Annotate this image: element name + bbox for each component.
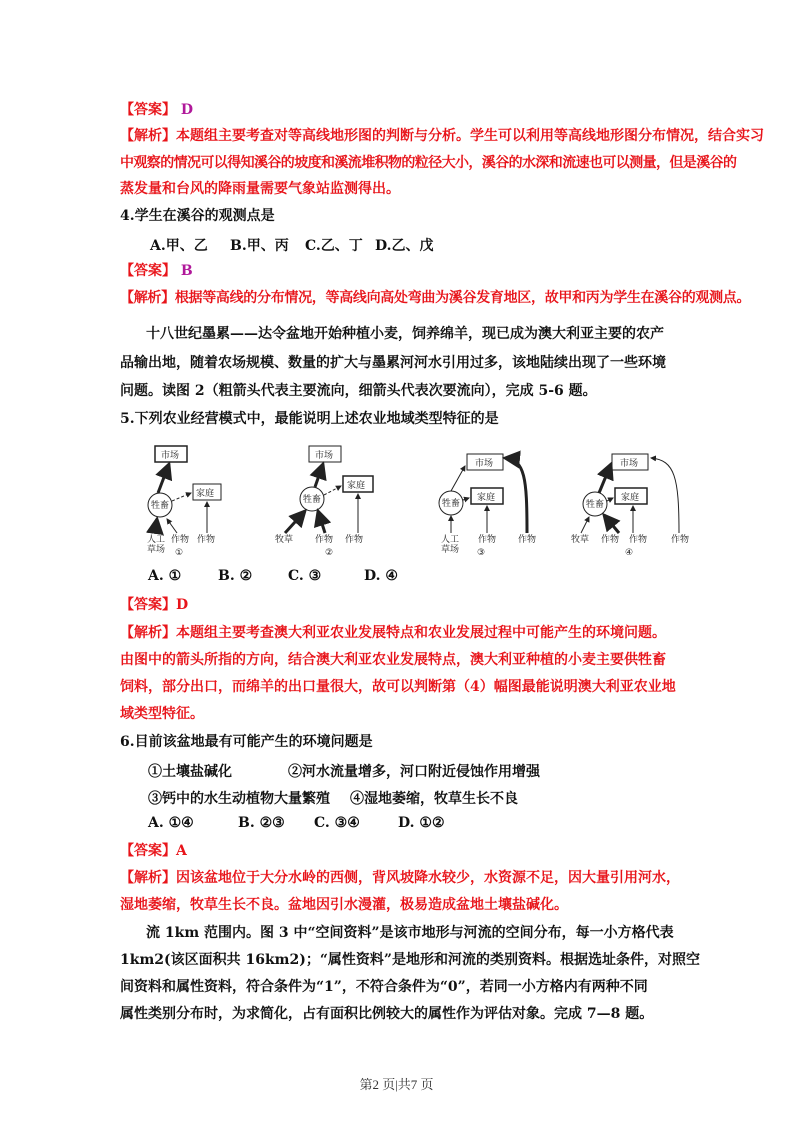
market-label: 市场 [161,451,180,461]
agriculture-model-figure [125,438,705,558]
q5-analysis-line: 饲料，部分出口，而绵羊的出口量很大，故可以判断第（4）幅图最能说明澳大利亚农业地 [120,679,676,695]
forage-label: 牧草 [275,535,294,545]
q6-option-b: B. ②③ [238,815,285,831]
livestock-label: 牲畜 [151,501,170,511]
q3-analysis-line: 中观察的情况可以得知溪谷的坡度和溪流堆积物的粒径大小，溪谷的水深和流速也可以测量，但是溪谷的 [120,155,737,171]
crop-label: 作物 [315,535,334,545]
q6-analysis-line [120,869,680,887]
q5-analysis-line: 域类型特征。 [120,706,204,722]
diagram-number: ④ [625,548,634,558]
crop-label: 作物 [478,535,497,545]
analysis-text: 根据等高线的分布情况，等高线向高处弯曲为溪谷发育地区，故甲和丙为学生在溪谷的观测点。 [174,290,751,306]
crop-label: 作物 [171,535,190,545]
answer-tag: 【答案】 [120,597,176,613]
pasture-label: 草场 [441,545,460,555]
pasture-label: 草场 [147,545,166,555]
pasture-label: 人工 [441,535,460,545]
q5-option-d: D. ④ [364,568,398,584]
q3-analysis-line: 蒸发量和台风的降雨量需要气象站监测得出。 [120,181,400,197]
q5-option-a: A. ① [148,568,182,584]
market-label: 市场 [315,451,334,461]
q4-option-b: B.甲、丙 [230,238,289,254]
diagram-number: ③ [477,548,486,558]
q6-item-4: ④湿地萎缩，牧草生长不良 [350,791,518,807]
q4-stem: 4.学生在溪谷的观测点是 [120,208,275,224]
pasture-label: 人工 [147,535,166,545]
answer-value: D [180,102,194,118]
q4-option-c: C.乙、丁 [305,238,363,254]
q6-item-1: ①土壤盐碱化 [148,764,232,780]
passage2-line: 流 1km 范围内。图 3 中“空间资料”是该市地形与河流的空间分布，每一小方格代表 [146,925,674,941]
forage-label: 牧草 [571,535,590,545]
family-label: 家庭 [196,489,215,499]
q5-option-b: B. ② [218,568,253,584]
q6-stem: 6.目前该盆地最有可能产生的环境问题是 [120,734,373,750]
analysis-tag: 【解析】 [120,290,175,306]
crop-label: 作物 [601,535,620,545]
q4-analysis-line [120,289,750,307]
answer-value: B [180,263,193,279]
answer-tag: 【答案】 [120,843,176,859]
diagram-4 [571,454,689,558]
market-label: 市场 [620,459,639,469]
analysis-tag: 【解析】 [120,625,176,641]
q6-option-c: C. ③④ [314,815,360,831]
answer-tag: 【答案】 [120,102,176,118]
livestock-label: 牲畜 [442,499,461,509]
q6-item-3: ③钙中的水生动植物大量繁殖 [148,791,330,807]
family-label: 家庭 [477,493,496,503]
passage2-line: 属性类别分布时，为求简化，占有面积比例较大的属性作为评估对象。完成 7—8 题。 [120,1006,654,1022]
page-footer: 第2 页|共7 页 [359,1077,434,1092]
q5-analysis-line [120,624,666,642]
passage1-line: 品输出地，随着农场规模、数量的扩大与墨累河河水引用过多，该地陆续出现了一些环境 [120,355,666,371]
diagram-2 [275,446,373,558]
diagram-3 [439,454,536,558]
diagram-number: ② [325,548,334,558]
q6-answer [120,842,187,860]
q4-option-d: D.乙、戊 [375,238,434,254]
passage2-line: 1km2(该区面积共 16km2)；“属性资料”是地形和河流的类别资料。根据选址条件，对照空 [120,952,700,968]
family-label: 家庭 [621,493,640,503]
diagram-1 [147,446,221,558]
q3-answer [120,101,193,119]
q3-analysis-line [120,127,764,145]
q6-analysis-line: 湿地萎缩，牧草生长不良。盆地因引水漫灌，极易造成盆地土壤盐碱化。 [120,897,568,913]
crop-label: 作物 [197,535,216,545]
analysis-text: 因该盆地位于大分水岭的西侧，背风坡降水较少，水资源不足，因大量引用河水， [176,870,680,886]
q5-analysis-line: 由图中的箭头所指的方向，结合澳大利亚农业发展特点，澳大利亚种植的小麦主要供牲畜 [120,652,666,668]
passage2-line: 间资料和属性资料，符合条件为“1”，不符合条件为“0”，若同一小方格内有两种不同 [120,979,648,995]
crop-label: 作物 [671,535,690,545]
answer-value: D [176,597,189,613]
answer-tag: 【答案】 [120,263,176,279]
crop-label: 作物 [345,535,364,545]
q5-answer [120,596,188,614]
analysis-text: 本题组主要考查对等高线地形图的判断与分析。学生可以利用等高线地形图分布情况，结合实习 [176,128,764,144]
q4-answer [120,262,193,280]
q4-option-a: A.甲、乙 [150,238,208,254]
q6-option-a: A. ①④ [148,815,194,831]
livestock-label: 牲畜 [303,495,322,505]
analysis-text: 本题组主要考查澳大利亚农业发展特点和农业发展过程中可能产生的环境问题。 [176,625,666,641]
answer-value: A [176,843,187,859]
q5-stem: 5.下列农业经营模式中，最能说明上述农业地域类型特征的是 [120,411,499,427]
passage1-line: 十八世纪墨累——达令盆地开始种植小麦，饲养绵羊，现已成为澳大利亚主要的农产 [146,326,664,342]
analysis-tag: 【解析】 [120,870,176,886]
family-label: 家庭 [347,481,366,491]
crop-label: 作物 [629,535,648,545]
q6-option-d: D. ①② [398,815,445,831]
analysis-tag: 【解析】 [120,128,176,144]
passage1-line: 问题。读图 2（粗箭头代表主要流向，细箭头代表次要流向），完成 5-6 题。 [120,383,597,399]
q5-option-c: C. ③ [288,568,322,584]
crop-label: 作物 [518,535,537,545]
market-label: 市场 [475,459,494,469]
q6-item-2: ②河水流量增多，河口附近侵蚀作用增强 [288,764,540,780]
livestock-label: 牲畜 [586,500,605,510]
diagram-number: ① [175,548,184,558]
